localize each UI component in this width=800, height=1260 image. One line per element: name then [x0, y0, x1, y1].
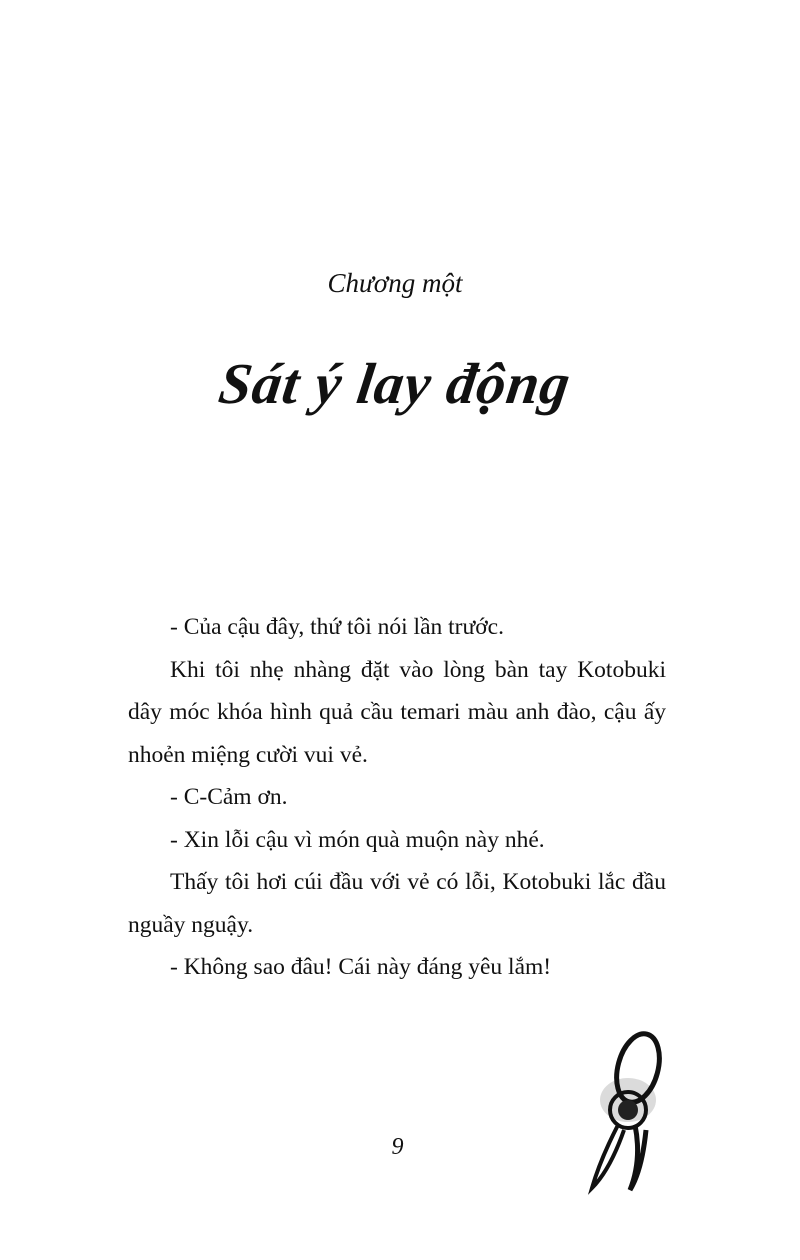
chapter-title: Sát ý lay động: [215, 351, 575, 416]
paragraph: - Xin lỗi cậu vì món quà muộn này nhé.: [170, 826, 545, 853]
paragraph: - Của cậu đây, thứ tôi nói lần trước.: [170, 614, 504, 640]
paragraph: - C-Cảm ơn.: [170, 784, 288, 810]
chapter-label: Chương một: [327, 268, 463, 298]
paragraph: Thấy tôi hơi cúi đầu với vẻ có lỗi, Kotobuki lắc đầu nguầy nguậy.: [128, 869, 666, 938]
paragraph: - Không sao đâu! Cái này đáng yêu lắm!: [170, 954, 552, 980]
temari-keychain-ornament-icon: [580, 1020, 670, 1195]
paragraph: Khi tôi nhẹ nhàng đặt vào lòng bàn tay Kotobuki dây móc khóa hình quả cầu temari màu anh đào, cậu ấy nhoẻn miệng cười vui vẻ.: [128, 656, 666, 768]
body-text: [128, 606, 666, 989]
page-number: 9: [391, 1134, 404, 1160]
